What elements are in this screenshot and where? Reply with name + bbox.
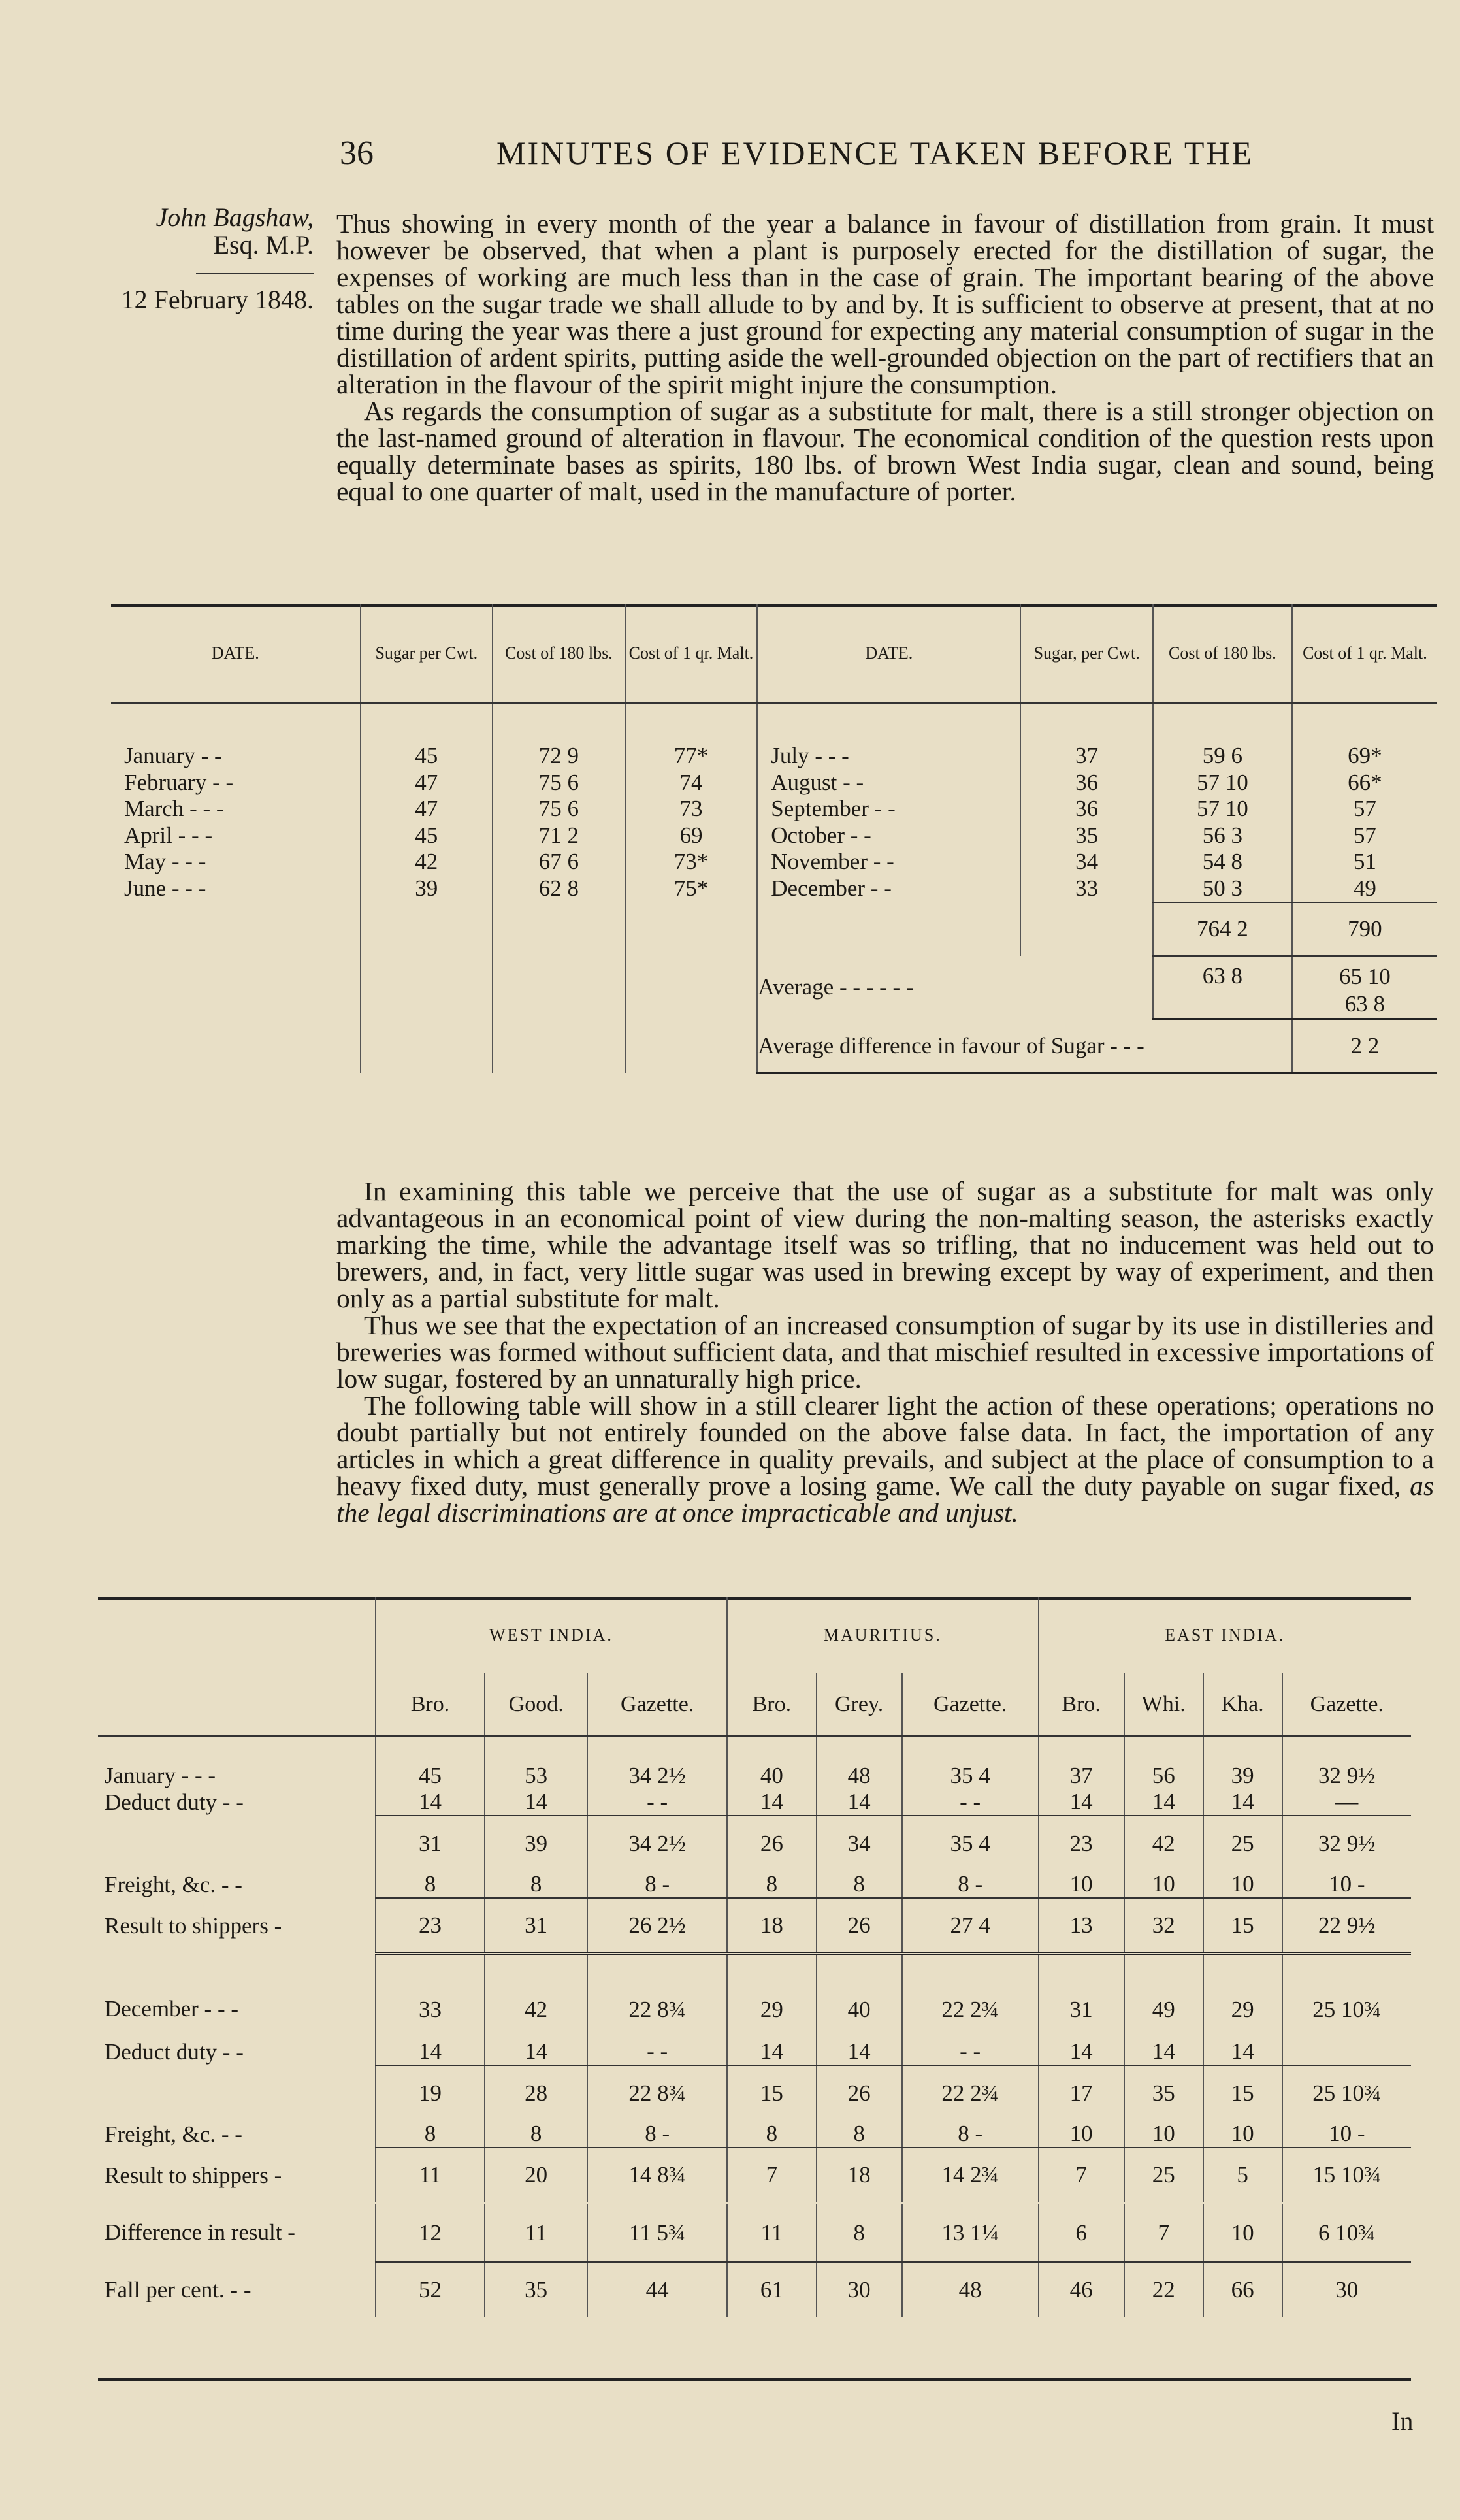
table-cell: 42 [485,1954,587,2038]
row-label: Freight, &c. - - [105,2121,242,2147]
table-cell: 48 [817,1736,902,1789]
sugar-malt-table [111,604,1437,1074]
table-cell: 31 [1039,1954,1124,2038]
column-header: Gazette. [587,1673,727,1737]
table-cell: - - [587,1789,727,1816]
table-cell: 8 [727,2121,816,2148]
table-cell: 18 [727,1898,816,1954]
table-cell: 8 [376,1871,485,1898]
table-cell: 49 [1124,1954,1203,2038]
table-cell: 10 [1124,2121,1203,2148]
table-cell: 30 [817,2262,902,2317]
row-label: December - - - [105,1996,239,2021]
table-cell: 26 2½ [587,1898,727,1954]
row-label: Freight, &c. - - [105,1871,242,1897]
table-cell: 14 [376,1789,485,1816]
table-cell: 14 [1039,2038,1124,2065]
group-header: WEST INDIA. [376,1597,727,1673]
row-label: Deduct duty - - [105,1789,244,1815]
table-cell: 15 [1203,1898,1282,1954]
table-cell: 19 [376,2065,485,2121]
table-row [98,1736,1411,1789]
table-cell: 8 - [587,2121,727,2148]
column-header: Grey. [817,1673,902,1737]
paragraph: As regards the consumption of sugar as a substitute for malt, there is a still stronger objection on the last-named ground of alteration in flavour. The economical condition of the question rests upon equally determinate bases as spirits, 180 lbs. of brown West India sugar, clean and sound, being equal to one quarter of malt, used in the manufacture of porter. [336,396,1434,506]
table-cell: 28 [485,2065,587,2121]
table-cell: 34 2½ [587,1736,727,1789]
table-cell: 7 [1124,2203,1203,2262]
table-cell: 18 [817,2148,902,2203]
table-cell: 14 [485,1789,587,1816]
column-header: DATE. [757,604,1020,703]
table-cell: 8 [817,2203,902,2262]
table-cell: 29 [727,1954,816,2038]
table-cell: 14 [485,2038,587,2065]
table-cell: 7 [1039,2148,1124,2203]
table-row [98,1816,1411,1871]
table-cell: 35 4 [902,1736,1039,1789]
row-label [98,2065,376,2121]
difference-label: Average difference in favour of Sugar - - - [757,1019,1292,1073]
average-malt: 65 10 63 8 [1292,956,1437,1019]
table-cell: 6 10¾ [1282,2203,1411,2262]
column-header: Cost of 1 qr. Malt. [1292,604,1437,703]
table-cell: 45 [376,1736,485,1789]
total-row [111,902,1437,956]
table-cell: 10 - [1282,2121,1411,2148]
table-row: May - - - 42 67 6 73* November - - 34 54 8 51 [111,849,1437,875]
table-cell: 14 [727,1789,816,1816]
table-cell: 22 2¾ [902,1954,1039,2038]
column-header: Bro. [727,1673,816,1737]
table-cell: 31 [376,1816,485,1871]
table-row [98,1871,1411,1898]
table-row [98,2262,1411,2317]
table-cell: 35 4 [902,1816,1039,1871]
table-cell: 33 [376,1954,485,2038]
table-cell: 8 [485,1871,587,1898]
table-cell: 25 10¾ [1282,1954,1411,2038]
table-row: March - - - 47 75 6 73 September - - 36 57 10 57 [111,796,1437,823]
table-cell: 26 [817,1898,902,1954]
column-header: Bro. [376,1673,485,1737]
group-header-row [98,1597,1411,1673]
table-cell: 15 [727,2065,816,2121]
table-cell: 12 [376,2203,485,2262]
table-cell: 66 [1203,2262,1282,2317]
table-cell: 26 [817,2065,902,2121]
paragraph: In examining this table we perceive that the use of sugar as a substitute for malt was only advantageous in an economical point of view during the non-malting season, the asterisks exactly marking the time, while the advantage itself was so trifling, that no inducement was held out to brewers, and, in fact, very little sugar was used in brewing except by way of experiment, and then only as a partial substitute for malt. [336,1176,1434,1313]
table-cell: 25 [1124,2148,1203,2203]
table-cell: 8 - [587,1871,727,1898]
table-cell: 14 [1203,1789,1282,1816]
table-cell: 25 10¾ [1282,2065,1411,2121]
table-cell: 22 8¾ [587,2065,727,2121]
table-cell: 14 8¾ [587,2148,727,2203]
table-cell: 17 [1039,2065,1124,2121]
column-header: Kha. [1203,1673,1282,1737]
table-cell: 23 [1039,1816,1124,1871]
average-label: Average - - - - - - [757,956,1153,1019]
average-cost: 63 8 [1153,956,1292,1019]
table-cell: 14 [1203,2038,1282,2065]
table-cell: 34 2½ [587,1816,727,1871]
table-cell: 10 - [1282,1871,1411,1898]
table-cell: 22 9½ [1282,1898,1411,1954]
table-cell [1282,2038,1411,2065]
table-cell: 11 [376,2148,485,2203]
table-cell: — [1282,1789,1411,1816]
row-label: Deduct duty - - [105,2038,244,2065]
table-row [98,1789,1411,1816]
column-header: Whi. [1124,1673,1203,1737]
table-cell: 11 5¾ [587,2203,727,2262]
table-cell: 39 [485,1816,587,1871]
table-cell: - - [902,1789,1039,1816]
column-header: Cost of 180 lbs. [493,604,625,703]
table-cell: 56 [1124,1736,1203,1789]
average-row [111,956,1437,1019]
table-cell: 46 [1039,2262,1124,2317]
table-cell: 22 8¾ [587,1954,727,2038]
column-header: DATE. [111,604,361,703]
paragraph: Thus showing in every month of the year a balance in favour of distillation from grain. It must however be observed, that when a plant is purposely erected for the distillation of sugar, the expenses of working are much less than in the case of grain. The important bearing of the above tables on the sugar trade we shall allude to by and by. It is sufficient to observe at present, that at no time during the year was there a just ground for expecting any material consumption of sugar in the distillation of ardent spirits, putting aside the well-grounded objection on the part of rectifiers that an alteration in the flavour of the spirit might injure the consumption. [336,208,1434,399]
table-cell: 14 [1124,1789,1203,1816]
table-cell: 10 [1203,1871,1282,1898]
row-label: Fall per cent. - - [105,2276,251,2302]
column-header: Bro. [1039,1673,1124,1737]
table-cell: 7 [727,2148,816,2203]
table-cell: 40 [817,1954,902,2038]
table-cell: 10 [1203,2121,1282,2148]
table-cell: 25 [1203,1816,1282,1871]
table-cell: 14 [817,2038,902,2065]
table-cell: 8 [485,2121,587,2148]
table-cell: 34 [817,1816,902,1871]
table-row [98,2065,1411,2121]
table-cell: 8 [376,2121,485,2148]
table-bottom-rule [98,2378,1411,2381]
table-cell: 15 10¾ [1282,2148,1411,2203]
table-cell: 44 [587,2262,727,2317]
paragraph: The following table will show in a still clearer light the action of these operations; operations no doubt partially but not entirely founded on the above false data. In fact, the importation of any articles in which a great difference in quality prevails, and subject at the place of consumption to a heavy fixed duty, must generally prove a losing game. We call the duty payable on sugar fixed, as the legal discriminations are at once impracticable and unjust. [336,1390,1434,1528]
table-cell: 52 [376,2262,485,2317]
table-cell: 32 [1124,1898,1203,1954]
row-label: Difference in result - [105,2219,295,2245]
column-header: Good. [485,1673,587,1737]
table-row: February - - 47 75 6 74 August - - 36 57 10 66* [111,770,1437,796]
table-row: June - - - 39 62 8 75* December - - 33 50 3 49 [111,875,1437,903]
table-cell: 8 [817,1871,902,1898]
margin-rule [196,273,314,274]
table-cell: 29 [1203,1954,1282,2038]
table-cell: 14 [1039,1789,1124,1816]
table-row [98,2148,1411,2203]
table-cell: 32 9½ [1282,1816,1411,1871]
table-row [98,1954,1411,2038]
table-cell: 5 [1203,2148,1282,2203]
table-cell: 53 [485,1736,587,1789]
witness-title: Esq. M.P. [213,230,314,259]
table-cell: 37 [1039,1736,1124,1789]
table-cell: 14 2¾ [902,2148,1039,2203]
table-cell: 40 [727,1736,816,1789]
shipper-results-table [98,1597,1411,2317]
table-cell: 8 - [902,2121,1039,2148]
table-cell: 31 [485,1898,587,1954]
row-label: January - - - [105,1763,216,1788]
table-cell: 8 [727,1871,816,1898]
table-cell: 10 [1039,1871,1124,1898]
catchword: In [1391,2406,1414,2436]
table-cell: 14 [1124,2038,1203,2065]
running-head: MINUTES OF EVIDENCE TAKEN BEFORE THE [496,135,1254,171]
column-header: Gazette. [902,1673,1039,1737]
table-cell: 14 [817,1789,902,1816]
row-label: Result to shippers - [105,2162,282,2188]
column-header: Cost of 1 qr. Malt. [625,604,758,703]
table-cell: 13 [1039,1898,1124,1954]
table-row: April - - - 45 71 2 69 October - - 35 56 3 57 [111,823,1437,849]
table-row [98,2121,1411,2148]
margin-note [98,204,314,314]
table-cell: 15 [1203,2065,1282,2121]
difference-row [111,1019,1437,1073]
table-cell: 30 [1282,2262,1411,2317]
total-malt: 790 [1292,902,1437,956]
table-body [98,1736,1411,2317]
column-header: Sugar, per Cwt. [1020,604,1153,703]
column-header: Sugar per Cwt. [361,604,493,703]
table-cell: 39 [1203,1736,1282,1789]
table-header-row [111,604,1437,703]
table-row [98,1898,1411,1954]
group-header: EAST INDIA. [1039,1597,1411,1673]
evidence-date: 12 February 1848. [121,285,314,314]
table-cell: 10 [1203,2203,1282,2262]
table-cell: 23 [376,1898,485,1954]
table-cell: 27 4 [902,1898,1039,1954]
table-cell: 11 [727,2203,816,2262]
table-cell: 14 [727,2038,816,2065]
page-number: 36 [340,135,374,172]
table-cell: 35 [485,2262,587,2317]
table-cell: 22 2¾ [902,2065,1039,2121]
body-text-2 [336,1178,1434,1526]
table-cell: 20 [485,2148,587,2203]
table-cell: 8 [817,2121,902,2148]
table-cell: 61 [727,2262,816,2317]
table-cell: 48 [902,2262,1039,2317]
table-row [98,2203,1411,2262]
table-cell: 35 [1124,2065,1203,2121]
table-cell: 10 [1124,1871,1203,1898]
table-cell: 26 [727,1816,816,1871]
table-cell: 6 [1039,2203,1124,2262]
table-row [98,2038,1411,2065]
table-cell: 13 1¼ [902,2203,1039,2262]
table-cell: - - [587,2038,727,2065]
body-text-1 [336,210,1434,505]
group-header: MAURITIUS. [727,1597,1038,1673]
difference-value: 2 2 [1292,1019,1437,1073]
table-cell: 8 - [902,1871,1039,1898]
table-row: January - - 45 72 9 77* July - - - 37 59 6 69* [111,743,1437,770]
page-header [340,134,1320,180]
table-cell: 22 [1124,2262,1203,2317]
table-cell: - - [902,2038,1039,2065]
paragraph: Thus we see that the expectation of an increased consumption of sugar by its use in distilleries and breweries was formed without sufficient data, and that mischief resulted in excessive importations of low sugar, fostered by an unnaturally high price. [336,1310,1434,1394]
row-label: Result to shippers - [105,1912,282,1939]
table-cell: 42 [1124,1816,1203,1871]
table-cell: 10 [1039,2121,1124,2148]
table-cell: 14 [376,2038,485,2065]
row-label [98,1816,376,1871]
table-cell: 32 9½ [1282,1736,1411,1789]
total-cost: 764 2 [1153,902,1292,956]
table-cell: 11 [485,2203,587,2262]
column-header: Gazette. [1282,1673,1411,1737]
column-header: Cost of 180 lbs. [1153,604,1292,703]
witness-name: John Bagshaw, [155,203,314,232]
